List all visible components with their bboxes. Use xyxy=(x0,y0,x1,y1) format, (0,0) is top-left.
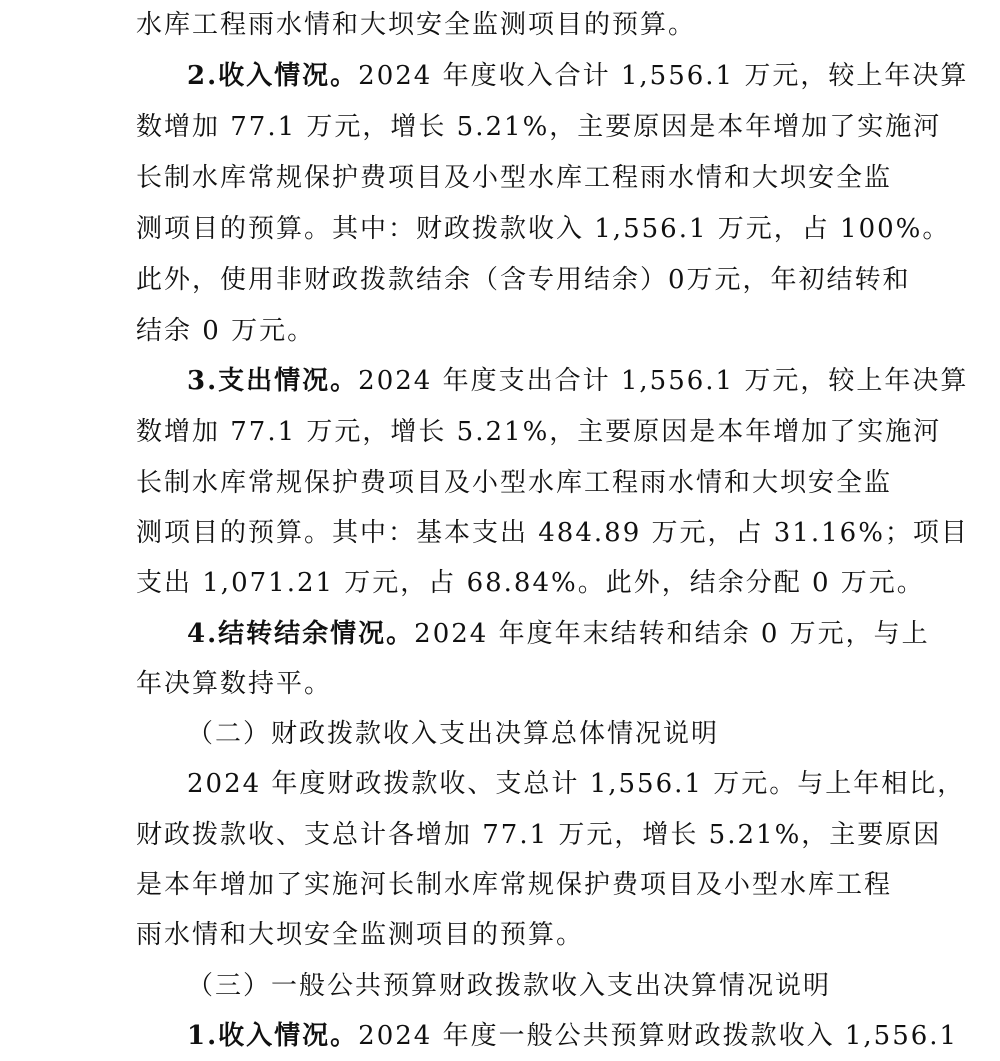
line-text: 此外，使用非财政拨款结余（含专用结余）0万元，年初结转和 xyxy=(136,265,911,295)
line-text: 2024 年度财政拨款收、支总计 1,556.1 万元。与上年相比， xyxy=(187,769,966,799)
paragraph-line xyxy=(136,659,332,709)
line-text: 数增加 77.1 万元，增长 5.21%，主要原因是本年增加了实施河 xyxy=(136,417,942,447)
line-text: 水库工程雨水情和大坝安全监测项目的预算。 xyxy=(136,10,697,40)
line-text: 财政拨款收、支总计各增加 77.1 万元，增长 5.21%，主要原因 xyxy=(136,820,942,850)
paragraph-line xyxy=(136,255,911,305)
line-text: （三）一般公共预算财政拨款收入支出决算情况说明 xyxy=(187,971,832,1001)
line-text: 长制水库常规保护费项目及小型水库工程雨水情和大坝安全监 xyxy=(136,468,893,498)
line-text: 2024 年度收入合计 1,556.1 万元，较上年决算 xyxy=(358,61,969,91)
line-text: （二）财政拨款收入支出决算总体情况说明 xyxy=(187,719,720,749)
line-text: 2024 年度一般公共预算财政拨款收入 1,556.1 xyxy=(358,1021,959,1051)
line-text: 2024 年度年末结转和结余 0 万元，与上 xyxy=(414,619,930,649)
paragraph-line xyxy=(187,759,966,809)
paragraph-line xyxy=(187,356,969,406)
paragraph-line xyxy=(136,102,942,152)
section-heading: 2.收入情况。 xyxy=(187,61,359,91)
line-text: 长制水库常规保护费项目及小型水库工程雨水情和大坝安全监 xyxy=(136,163,893,193)
paragraph-line xyxy=(136,306,315,356)
paragraph-line xyxy=(187,1011,959,1061)
paragraph-line xyxy=(187,51,969,101)
paragraph-line xyxy=(136,204,951,254)
line-text: 测项目的预算。其中：基本支出 484.89 万元，占 31.16%；项目 xyxy=(136,518,969,548)
paragraph-line xyxy=(136,153,893,203)
subsection-heading xyxy=(187,709,719,759)
paragraph-line xyxy=(136,407,942,457)
line-text: 支出 1,071.21 万元，占 68.84%。此外，结余分配 0 万元。 xyxy=(136,568,925,598)
paragraph-line xyxy=(136,458,893,508)
paragraph-line xyxy=(136,860,893,910)
paragraph-line xyxy=(136,910,584,960)
line-text: 测项目的预算。其中：财政拨款收入 1,556.1 万元，占 100%。 xyxy=(136,214,951,244)
line-text: 数增加 77.1 万元，增长 5.21%，主要原因是本年增加了实施河 xyxy=(136,112,942,142)
line-text: 结余 0 万元。 xyxy=(136,316,316,346)
section-heading: 4.结转结余情况。 xyxy=(187,619,415,649)
paragraph-line xyxy=(136,810,942,860)
subsection-heading xyxy=(187,961,831,1011)
line-text: 年决算数持平。 xyxy=(136,669,333,699)
paragraph-line xyxy=(136,0,696,50)
paragraph-line xyxy=(136,508,969,558)
line-text: 2024 年度支出合计 1,556.1 万元，较上年决算 xyxy=(358,366,969,396)
paragraph-line xyxy=(187,609,930,659)
section-heading: 3.支出情况。 xyxy=(187,366,359,396)
section-heading: 1.收入情况。 xyxy=(187,1021,359,1051)
line-text: 雨水情和大坝安全监测项目的预算。 xyxy=(136,920,585,950)
line-text: 是本年增加了实施河长制水库常规保护费项目及小型水库工程 xyxy=(136,870,893,900)
paragraph-line xyxy=(136,558,925,608)
